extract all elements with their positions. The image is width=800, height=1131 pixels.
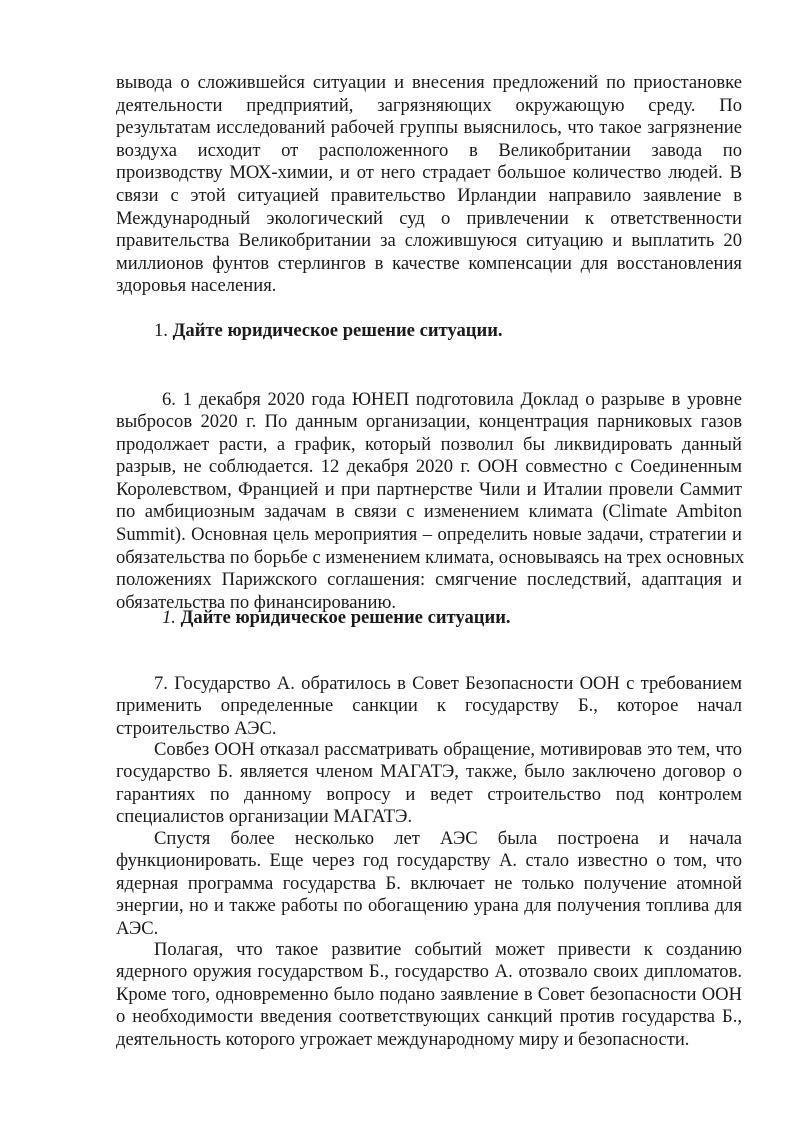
text-line: гарантиях по данному вопросу и ведет строительство под контролем xyxy=(116,783,742,805)
text-line: здоровья населения. xyxy=(116,275,277,297)
text-line: по амбициозным задачам в связи с изменением климата (Climate Ambiton xyxy=(116,501,742,523)
text-line: специалистов организации МАГАТЭ. xyxy=(116,806,413,828)
text-line: выбросов 2020 г. По данным организации, концентрация парниковых газов xyxy=(116,411,742,432)
text-line: деятельность которого угрожает международному миру и безопасности. xyxy=(116,1028,690,1050)
text-line: строительство АЭС. xyxy=(116,717,277,739)
task-number: 1. xyxy=(154,320,168,341)
text-line: АЭС. xyxy=(116,917,159,939)
text-line: вывода о сложившейся ситуации и внесения предложений по приостановке xyxy=(116,72,742,93)
text-line: о необходимости введения соответствующих санкций против государства Б., xyxy=(116,1006,742,1028)
task-text: Дайте юридическое решение ситуации. xyxy=(180,607,511,628)
text-line: Королевством, Францией и при партнерстве Чили и Италии провели Саммит xyxy=(116,478,742,500)
text-line: обязательства по борьбе с изменением климата, основываясь на трех основных xyxy=(116,546,745,568)
text-line: ядерная программа государства Б. включает не только получение атомной xyxy=(116,872,742,894)
text-line: Кроме того, одновременно было подано заявление в Совет безопасности ООН xyxy=(116,983,742,1005)
text-line: разрыв, не соблюдается. 12 декабря 2020 г. ООН совместно с Соединенным xyxy=(116,456,742,478)
case-7-paragraph-2 xyxy=(116,761,742,829)
text-line: Международный экологический суд о привлечении к ответственности xyxy=(116,207,742,229)
case-6-text xyxy=(116,411,745,614)
case-7-first-line: 7. Государство А. обратилось в Совет Безопасности ООН с требованием xyxy=(154,673,742,694)
case-7-paragraph-2-first: Совбез ООН отказал рассматривать обращение, мотивировав это тем, что xyxy=(154,739,742,760)
text-line: обязательства по финансированию. xyxy=(116,591,396,613)
case-7-paragraph-1 xyxy=(116,695,742,740)
case-7-paragraph-3-first: Спустя более несколько лет АЭС была построена и начала xyxy=(154,828,742,849)
text-line: воздуха исходит от расположенного в Великобритании завода по xyxy=(116,139,742,161)
case-7-paragraph-4-first: Полагая, что такое развитие событий может привести к созданию xyxy=(154,939,742,960)
case-6-first-line: 6. 1 декабря 2020 года ЮНЕП подготовила Доклад о разрыве в уровне xyxy=(162,389,742,410)
text-line: деятельности предприятий, загрязняющих окружающую среду. По xyxy=(116,94,742,116)
case-7-paragraph-4 xyxy=(116,961,742,1051)
text-line: миллионов фунтов стерлингов в качестве компенсации для восстановления xyxy=(116,252,742,274)
text-line: Summit). Основная цель мероприятия – определить новые задачи, стратегии и xyxy=(116,523,742,545)
text-line: ядерного оружия государством Б., государство А. отозвало своих дипломатов. xyxy=(116,961,742,982)
text-line: результатам исследований рабочей группы выяснилось, что такое загрязнение xyxy=(116,117,742,139)
text-line: продолжает расти, а график, который позволил бы ликвидировать данный xyxy=(116,433,742,455)
text-line: связи с этой ситуацией правительство Ирландии направило заявление в xyxy=(116,184,742,206)
text-line: государство Б. является членом МАГАТЭ, также, было заключено договор о xyxy=(116,761,742,782)
case-6-task xyxy=(162,607,511,630)
task-number: 1. xyxy=(162,607,176,628)
text-line: производству МОХ-химии, и от него страдает большое количество людей. В xyxy=(116,162,742,184)
case-7-paragraph-3 xyxy=(116,850,742,940)
text-line: применить определенные санкции к государству Б., которое начал xyxy=(116,695,742,716)
text-line: функционировать. Еще через год государству А. стало известно о том, что xyxy=(116,850,742,871)
text-line: положениях Парижского соглашения: смягчение последствий, адаптация и xyxy=(116,569,742,591)
text-line: правительства Великобритании за сложившуюся ситуацию и выплатить 20 xyxy=(116,230,742,252)
case-5-task xyxy=(154,320,503,343)
case-5-text xyxy=(116,72,742,298)
text-line: энергии, но и также работы по обогащению урана для получения топлива для xyxy=(116,895,742,917)
task-text: Дайте юридическое решение ситуации. xyxy=(172,320,503,341)
